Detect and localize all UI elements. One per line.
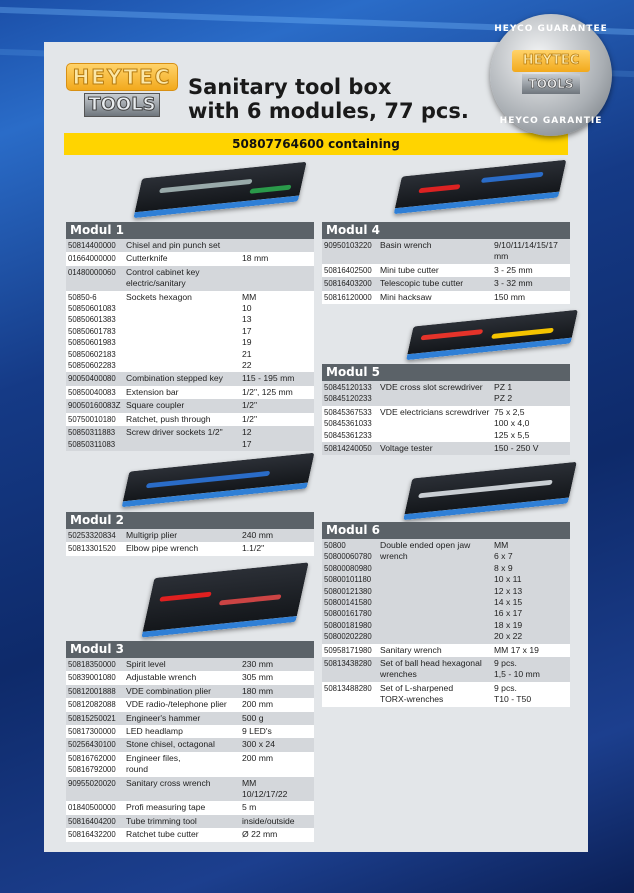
table-row <box>322 277 570 290</box>
table-row <box>66 266 314 291</box>
item-spec: inside/outside <box>242 815 295 826</box>
item-spec: MM 10/12/17/22 <box>242 777 288 800</box>
heytec-tools-logo <box>66 63 178 121</box>
table-row <box>66 777 314 802</box>
item-name: Combination stepped key <box>126 373 223 384</box>
article-number: 01664000000 <box>68 254 116 264</box>
module-header: Modul 1 <box>66 222 314 239</box>
table-row <box>66 752 314 777</box>
article-number: 50812001888 <box>68 686 116 696</box>
table-row <box>66 291 314 373</box>
item-name: Elbow pipe wrench <box>126 543 199 554</box>
table-row <box>66 399 314 412</box>
article-number: 50815250021 <box>68 713 116 723</box>
table-row <box>66 529 314 542</box>
module-header: Modul 2 <box>66 512 314 529</box>
article-number: 50816432200 <box>68 830 116 840</box>
article-number: 50816403200 <box>324 279 372 289</box>
item-name: Sockets hexagon <box>126 291 192 302</box>
item-name: VDE radio-/telephone plier <box>126 699 227 710</box>
article-number: 50850311883 50850311083 <box>68 428 116 449</box>
article-number: 50816402500 <box>324 265 372 275</box>
module-4-table <box>322 222 570 304</box>
item-spec: 180 mm <box>242 685 274 696</box>
item-spec: 3 - 32 mm <box>494 278 533 289</box>
article-number: 50816404200 <box>68 816 116 826</box>
module-header: Modul 6 <box>322 522 570 539</box>
item-name: Chisel and pin punch set <box>126 240 221 250</box>
table-row <box>66 712 314 725</box>
item-name: Square coupler <box>126 400 185 411</box>
item-name: Sanitary cross wrench <box>126 777 211 788</box>
item-spec: 1/2", 125 mm <box>242 386 293 397</box>
item-name: Cutterknife <box>126 253 168 264</box>
article-number: 50813488280 <box>324 683 372 693</box>
item-spec: 18 mm <box>242 253 269 264</box>
item-spec: 9/10/11/14/15/17 mm <box>494 240 558 262</box>
item-name: Multigrip plier <box>126 530 178 540</box>
item-spec: 200 mm <box>242 699 274 710</box>
item-name: Spirit level <box>126 659 166 669</box>
item-spec: MM 10 13 17 19 21 22 <box>242 291 257 371</box>
table-row <box>66 542 314 555</box>
item-spec: 150 mm <box>494 291 526 302</box>
item-name: Control cabinet key electric/sanitary <box>126 266 200 289</box>
item-spec: 3 - 25 mm <box>494 264 533 275</box>
table-row <box>322 657 570 682</box>
article-number: 50256430100 <box>68 740 116 750</box>
table-row <box>66 426 314 451</box>
article-number: 50812082088 <box>68 700 116 710</box>
item-name: Adjustable wrench <box>126 672 197 683</box>
article-number: 50750010180 <box>68 414 116 424</box>
seal-top-text: HEYCO GUARANTEE <box>494 24 608 34</box>
item-name: Profi measuring tape <box>126 802 206 813</box>
item-spec: 230 mm <box>242 659 274 669</box>
table-row <box>322 239 570 264</box>
module-2-table <box>66 512 314 556</box>
item-name: Mini tube cutter <box>380 264 439 275</box>
module-3-table <box>66 641 314 842</box>
article-number: 90955020020 <box>68 778 116 788</box>
item-name: Screw driver sockets 1/2" <box>126 427 223 438</box>
article-number: 50814240050 <box>324 444 372 454</box>
table-row <box>66 386 314 399</box>
item-name: Set of L-sharpened TORX-wrenches <box>380 682 454 705</box>
table-row <box>66 413 314 426</box>
table-row <box>322 291 570 304</box>
table-row <box>66 239 314 252</box>
article-number: 50850-6 50850601083 50850601383 50850601783 50850601983 50850602183 50850602283 <box>68 292 116 371</box>
title-line-1: Sanitary tool box <box>188 75 392 99</box>
item-spec: 1.1/2" <box>242 543 265 554</box>
item-name: Engineer files, round <box>126 752 181 775</box>
item-spec: PZ 1 PZ 2 <box>494 382 513 404</box>
item-name: Extension bar <box>126 386 179 397</box>
table-row <box>66 828 314 841</box>
article-number: 50850040083 <box>68 387 116 397</box>
table-row <box>66 815 314 828</box>
table-row <box>66 685 314 698</box>
article-number: 50816120000 <box>324 292 372 302</box>
article-number: 50814400000 <box>68 241 116 250</box>
article-number: 50813301520 <box>68 544 116 554</box>
seal-logo-tools: TOOLS <box>522 74 580 94</box>
article-number: 90950103220 <box>324 241 372 250</box>
item-spec: 1/2" <box>242 413 257 424</box>
article-number: 90050400080 <box>68 374 116 384</box>
item-name: Voltage tester <box>380 443 433 454</box>
item-name: Ratchet tube cutter <box>126 829 199 840</box>
article-number: 50813438280 <box>324 659 372 669</box>
item-name: VDE combination plier <box>126 685 212 696</box>
logo-heytec: HEYTEC <box>66 63 178 91</box>
item-name: Tube trimming tool <box>126 815 197 826</box>
module-header: Modul 4 <box>322 222 570 239</box>
module-5-table <box>322 364 570 455</box>
article-number: 01840500000 <box>68 803 116 813</box>
item-spec: 12 17 <box>242 427 252 449</box>
title-line-2: with 6 modules, 77 pcs. <box>188 99 469 123</box>
table-row <box>322 264 570 277</box>
table-row <box>66 658 314 671</box>
table-row <box>322 442 570 455</box>
item-spec: 200 mm <box>242 752 274 763</box>
item-name: Sanitary wrench <box>380 644 442 655</box>
item-spec <box>242 240 314 251</box>
table-row <box>322 644 570 657</box>
table-row <box>66 698 314 711</box>
article-number: 50253320834 <box>68 531 116 540</box>
item-spec: Ø 22 mm <box>242 829 278 840</box>
article-number: 50958171980 <box>324 645 372 655</box>
item-spec: 305 mm <box>242 672 274 683</box>
module-6-table <box>322 522 570 707</box>
item-name: Stone chisel, octagonal <box>126 739 215 750</box>
table-row <box>66 725 314 738</box>
article-number: 01480000060 <box>68 267 116 277</box>
item-spec: 1/2" <box>242 400 257 411</box>
item-spec: 9 LED's <box>242 726 272 737</box>
item-spec: MM 6 x 7 8 x 9 10 x 11 12 x 13 14 x 15 16 x 17 18 x 19 20 x 22 <box>494 540 523 642</box>
item-name: LED headlamp <box>126 726 183 737</box>
item-name: Double ended open jaw wrench <box>380 540 471 562</box>
item-name: Telescopic tube cutter <box>380 278 464 289</box>
item-name: Mini hacksaw <box>380 291 432 302</box>
article-number-bar: 50807764600 containing <box>64 133 568 155</box>
seal-bottom-text: HEYCO GARANTIE <box>499 116 603 126</box>
item-spec: 115 - 195 mm <box>242 373 295 384</box>
item-spec: 300 x 24 <box>242 739 275 750</box>
article-number: 50818350000 <box>68 660 116 669</box>
item-spec: 9 pcs. 1,5 - 10 mm <box>494 658 540 680</box>
table-row <box>322 682 570 707</box>
logo-tools: TOOLS <box>84 93 160 117</box>
item-spec: MM 17 x 19 <box>494 644 539 655</box>
module-header: Modul 5 <box>322 364 570 381</box>
page-title <box>188 75 469 123</box>
seal-logo-heytec: HEYTEC <box>512 50 590 72</box>
article-number: 50817300000 <box>68 727 116 737</box>
table-row <box>66 372 314 385</box>
table-row <box>322 381 570 406</box>
article-number: 50839001080 <box>68 673 116 683</box>
table-row <box>66 671 314 684</box>
item-spec: 9 pcs. T10 - T50 <box>494 682 532 705</box>
guarantee-seal <box>490 14 612 136</box>
item-spec: 240 mm <box>242 530 274 540</box>
module-header: Modul 3 <box>66 641 314 658</box>
item-spec: 150 - 250 V <box>494 443 539 454</box>
item-spec: 75 x 2,5 100 x 4,0 125 x 5,5 <box>494 406 530 440</box>
item-spec: 5 m <box>242 802 257 813</box>
module-1-table <box>66 222 314 451</box>
item-name: Set of ball head hexagonal wrenches <box>380 658 482 680</box>
table-row <box>66 252 314 265</box>
table-row <box>66 738 314 751</box>
item-spec: 500 g <box>242 712 264 723</box>
article-number: 50816762000 50816792000 <box>68 753 116 775</box>
table-row <box>66 801 314 814</box>
item-name: Engineer's hammer <box>126 712 201 723</box>
item-name: Ratchet, push through <box>126 413 211 424</box>
table-row <box>322 539 570 644</box>
item-name: VDE cross slot screwdriver <box>380 382 483 392</box>
article-number: 50845120133 50845120233 <box>324 383 372 404</box>
item-name: Basin wrench <box>380 240 432 250</box>
article-number: 50845367533 50845361033 50845361233 <box>324 407 372 440</box>
table-row <box>322 406 570 442</box>
item-name: VDE electricians screwdriver <box>380 406 490 417</box>
article-number: 50800 50800060780 50800080980 50800101180 50800121380 50800141580 50800161780 50800181980 50800202280 <box>324 541 372 642</box>
item-spec <box>242 267 314 290</box>
article-number: 90050160083Z <box>68 401 121 411</box>
